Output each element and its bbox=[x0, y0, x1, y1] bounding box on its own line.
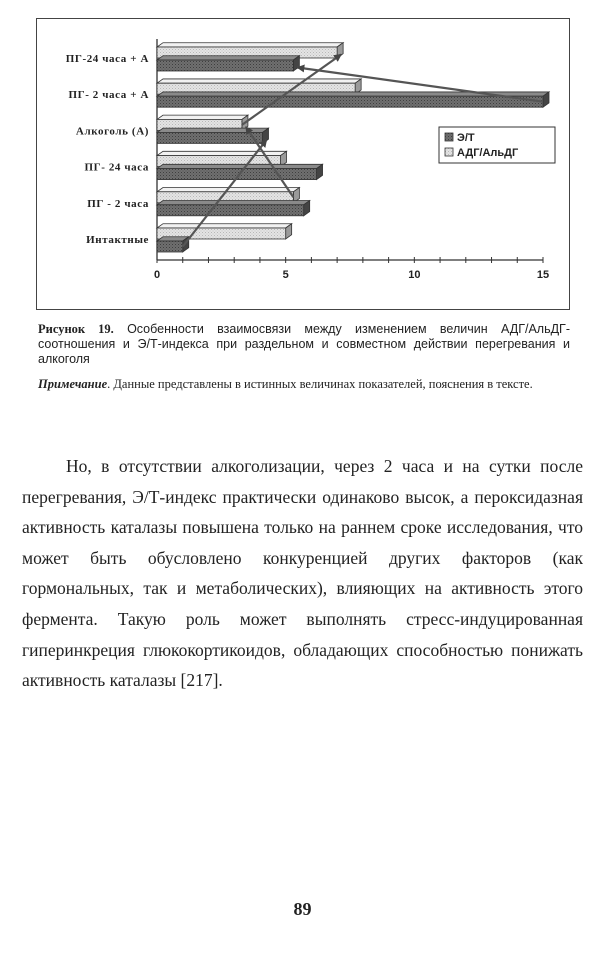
x-tick-label: 10 bbox=[408, 269, 421, 281]
bar bbox=[157, 60, 293, 71]
x-tick-label: 15 bbox=[536, 269, 550, 281]
y-category-label: Интактные bbox=[86, 234, 149, 246]
bar-top-face bbox=[157, 43, 343, 47]
body-paragraph: Но, в отсутствии алкоголизации, через 2 часа и на сутки после перегревания, Э/Т-индекс практически одинаково высок, а пероксидазная активность каталазы повышена только на раннем сроке исследования, что может быть обусловлено конкуренцией других факторов (как гормональных, так и метаболических), влияющих на активность этого фермента. Такую роль может выполнять стресс-индуцированная гиперинкреция глюкокортикоидов, обладающих способностью понижать активность каталазы [217]. bbox=[22, 456, 583, 691]
chart-frame bbox=[36, 18, 570, 310]
legend-swatch bbox=[445, 148, 453, 156]
x-tick-label: 0 bbox=[153, 269, 161, 281]
legend-label: АДГ/АльДГ bbox=[457, 147, 519, 159]
y-category-label: Алкоголь (А) bbox=[75, 125, 149, 138]
y-category-label: ПГ-24 часа + А bbox=[65, 53, 149, 65]
bar-top-face bbox=[157, 56, 299, 60]
y-category-label: ПГ- 2 часа + А bbox=[68, 89, 149, 102]
bar-top-face bbox=[157, 115, 248, 119]
bar-top-face bbox=[157, 79, 361, 83]
bar bbox=[157, 132, 263, 143]
bar-top-face bbox=[157, 201, 310, 205]
bar-top-face bbox=[157, 128, 269, 132]
page-number: 89 bbox=[293, 899, 312, 919]
x-tick-label: 5 bbox=[282, 269, 289, 281]
bar-chart bbox=[37, 19, 571, 311]
bar bbox=[157, 96, 543, 107]
y-category-label: ПГ- 24 часа bbox=[84, 161, 149, 174]
figure-caption bbox=[38, 322, 570, 367]
figure-note bbox=[38, 377, 570, 392]
chart-legend bbox=[439, 127, 555, 163]
bar-top-face bbox=[157, 164, 323, 168]
figure-caption-lead: Рисунок 19. bbox=[38, 322, 114, 336]
bar-top-face bbox=[157, 224, 292, 228]
chart-labels bbox=[66, 53, 149, 246]
legend-swatch bbox=[445, 133, 453, 141]
bar bbox=[157, 241, 183, 252]
figure-note-lead: Примечание bbox=[38, 377, 108, 391]
bar bbox=[157, 205, 304, 216]
figure-caption-text: Особенности взаимосвязи между изменением величин АДГ/АльДГ-соотношения и Э/Т-индекса при раздельном и совместном действии перегревания и алкоголя bbox=[38, 322, 570, 366]
legend-label: Э/Т bbox=[457, 132, 475, 144]
y-category-label: ПГ - 2 часа bbox=[87, 197, 149, 210]
figure-note-text: . Данные представлены в истинных величинах показателей, пояснения в тексте. bbox=[107, 377, 533, 391]
bar-top-face bbox=[157, 151, 287, 155]
